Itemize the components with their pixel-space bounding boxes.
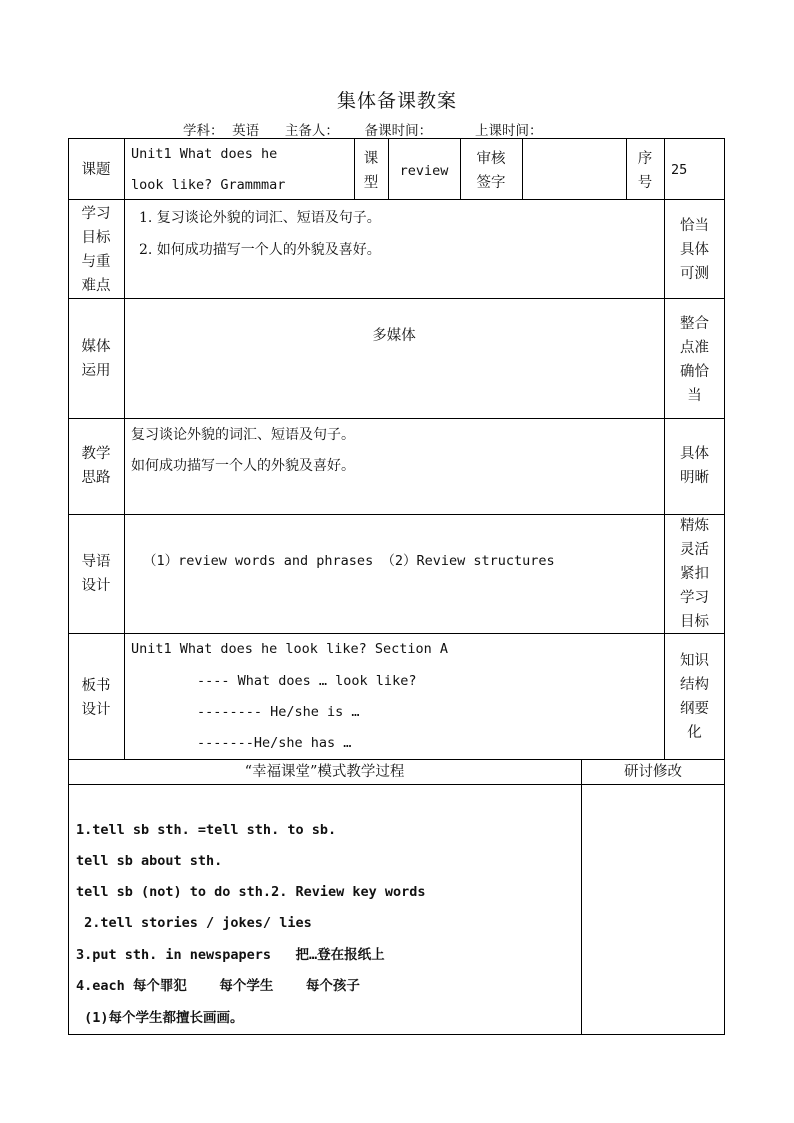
topic-value-line1: Unit1 What does he (131, 146, 278, 162)
process-header: “幸福课堂”模式教学过程 (244, 764, 405, 780)
type-label-line1: 课 (363, 151, 379, 167)
board-line: -------He/she has … (197, 735, 352, 751)
board-note: 知识 结构 纲要 化 (680, 653, 709, 741)
process-line: 4.each 每个罪犯 每个学生 每个孩子 (76, 978, 360, 994)
revision-header: 研讨修改 (624, 764, 682, 780)
ideas-label: 教学 思路 (81, 446, 111, 486)
subject-value: 英语 (232, 123, 260, 139)
idea-item: 如何成功描写一个人的外貌及喜好。 (131, 458, 355, 474)
seq-label-line2: 号 (637, 175, 653, 191)
goal-item: 1. 复习谈论外貌的词汇、短语及句子。 (139, 210, 381, 226)
ideas-note: 具体 明晰 (680, 446, 709, 486)
process-line: 3.put sth. in newspapers 把…登在报纸上 (76, 947, 385, 963)
type-value: review (399, 163, 449, 179)
board-line: -------- He/she is … (197, 704, 360, 720)
class-time-label: 上课时间： (475, 123, 543, 139)
process-line: tell sb about sth. (76, 853, 223, 869)
goals-label: 学习 目标 与重 难点 (81, 206, 111, 294)
goals-note: 恰当 具体 可测 (680, 218, 709, 282)
topic-label: 课题 (81, 162, 111, 178)
prep-time-label: 备课时间： (364, 123, 433, 139)
meta-line (183, 119, 543, 139)
idea-item: 复习谈论外貌的词汇、短语及句子。 (131, 427, 355, 443)
process-line: 2.tell stories / jokes/ lies (76, 915, 312, 931)
media-label: 媒体 运用 (81, 339, 111, 379)
intro-label: 导语 设计 (81, 554, 111, 594)
topic-value-line2: look like? Grammmar (131, 177, 286, 193)
seq-label-line1: 序 (637, 151, 653, 167)
subject-label: 学科： (183, 123, 224, 139)
review-label-line2: 签字 (476, 175, 506, 191)
process-line: 1.tell sb sth. =tell sth. to sb. (76, 822, 337, 838)
process-line: tell sb (not) to do sth.2. Review key words (76, 884, 426, 900)
type-label-line2: 型 (363, 175, 379, 191)
goal-item: 2. 如何成功描写一个人的外貌及喜好。 (139, 242, 381, 258)
page-title: 集体备课教案 (336, 90, 457, 112)
board-label: 板书 设计 (81, 678, 111, 718)
media-value: 多媒体 (372, 328, 416, 344)
preparer-label: 主备人： (284, 123, 339, 139)
board-line: ---- What does … look like? (197, 673, 417, 689)
intro-note: 精炼 灵活 紧扣 学习 目标 (680, 518, 709, 630)
review-label-line1: 审核 (476, 151, 506, 167)
board-line: Unit1 What does he look like? Section A (131, 641, 448, 657)
seq-value: 25 (671, 162, 688, 178)
process-line: (1)每个学生都擅长画画。 (76, 1010, 244, 1026)
intro-value: （1）review words and phrases （2）Review structures (143, 553, 555, 569)
media-note: 整合 点准 确恰 当 (680, 316, 709, 404)
